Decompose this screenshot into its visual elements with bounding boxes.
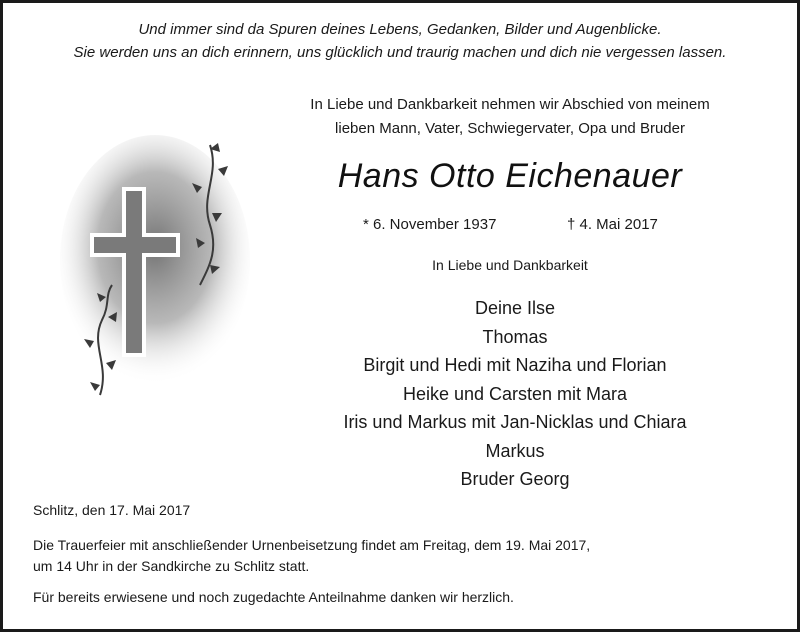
deceased-name: Hans Otto Eichenauer xyxy=(337,157,683,195)
mourner-line: Iris und Markus mit Jan-Nicklas und Chiara xyxy=(343,412,687,432)
intro-block xyxy=(280,93,740,141)
intro-line-1: In Liebe und Dankbarkeit nehmen wir Abschied von meinem xyxy=(310,96,710,113)
gratitude-line: Für bereits erwiesene und noch zugedachte Anteilnahme danken wir herzlich. xyxy=(33,589,514,605)
mourner-line: Heike und Carsten mit Mara xyxy=(402,383,628,404)
quote-line-2: Sie werden uns an dich erinnern, uns glücklich und traurig machen und dich nie vergessen lassen. xyxy=(73,44,727,61)
birth-date: * 6. November 1937 xyxy=(363,216,497,233)
mourner-line: Birgit und Hedi mit Naziha und Florian xyxy=(363,355,667,375)
cross-illustration xyxy=(60,135,260,405)
intro-line-2: lieben Mann, Vater, Schwiegervater, Opa und Bruder xyxy=(335,120,685,137)
mourners-list xyxy=(300,294,730,494)
mourner-line: Deine Ilse xyxy=(474,298,556,318)
funeral-line-2: um 14 Uhr in der Sandkirche zu Schlitz statt. xyxy=(33,558,310,574)
funeral-info xyxy=(33,535,773,577)
quote-line-1: Und immer sind da Spuren deines Lebens, Gedanken, Bilder und Augenblicke. xyxy=(138,21,662,38)
mourner-line: Markus xyxy=(485,440,545,461)
mourner-line: Thomas xyxy=(482,326,548,347)
place-date: Schlitz, den 17. Mai 2017 xyxy=(33,502,191,518)
quote-block xyxy=(20,18,780,64)
death-date: † 4. Mai 2017 xyxy=(567,216,658,233)
closing-phrase: In Liebe und Dankbarkeit xyxy=(432,257,588,273)
cross-icon xyxy=(60,135,260,405)
mourner-line: Bruder Georg xyxy=(460,469,570,489)
funeral-line-1: Die Trauerfeier mit anschließender Urnenbeisetzung findet am Freitag, dem 19. Mai 2017, xyxy=(33,537,591,553)
